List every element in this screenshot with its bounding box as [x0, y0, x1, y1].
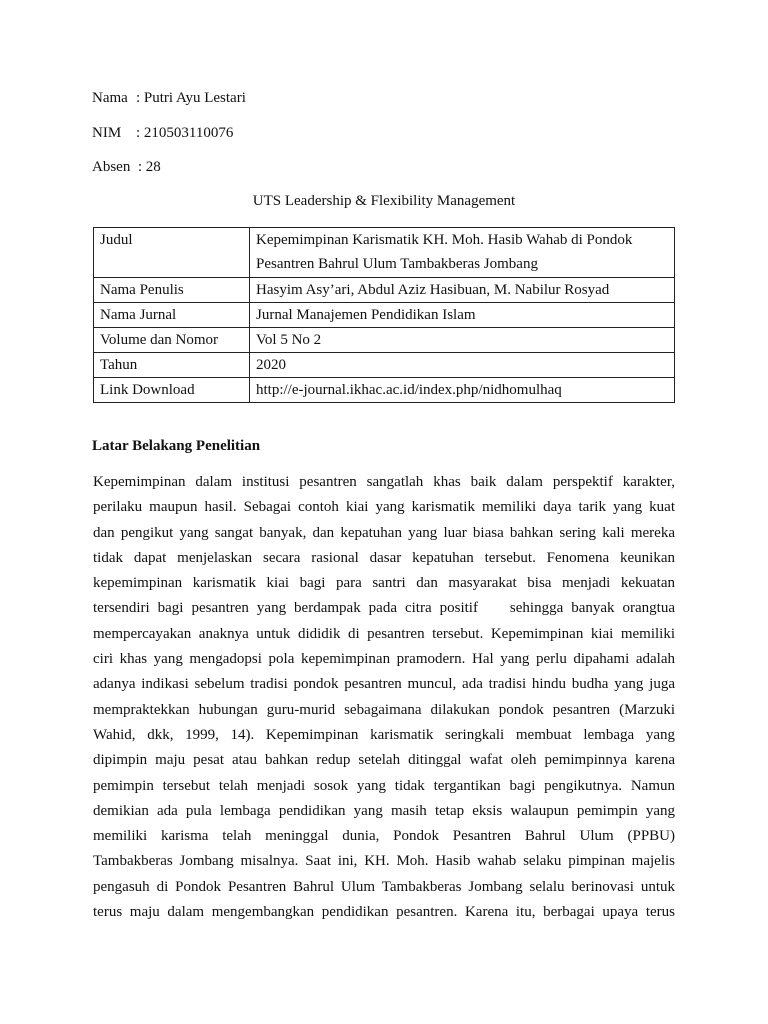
student-name-line [92, 88, 246, 108]
row-label-jurnal: Nama Jurnal [94, 303, 250, 328]
paragraph-line: pengasuh di Pondok Pesantren Bahrul Ulum Tambakberas Jombang selalu berinovasi untuk [93, 878, 675, 895]
student-name: Putri Ayu Lestari [143, 90, 246, 106]
paragraph-line: adanya indikasi sebelum tradisi pondok pesantren muncul, ada tradisi hindu budha yang juga [93, 676, 675, 693]
nim-separator: : [136, 125, 144, 141]
row-value-link: http://e-journal.ikhac.ac.id/index.php/nidhomulhaq [250, 378, 675, 403]
paragraph-line: perilaku maupun hasil. Sebagai contoh kiai yang karismatik memiliki daya tarik yang kuat [93, 499, 675, 516]
section-heading: Latar Belakang Penelitian [92, 438, 261, 454]
table-row [94, 328, 675, 353]
judul-line: Pesantren Bahrul Ulum Tambakberas Jombang [256, 256, 538, 272]
paragraph-line: mempraktekkan hubungan guru-murid sebagaimana dilakukan pondok pesantren (Marzuki [93, 701, 675, 718]
paragraph-line: pemimpin tersebut telah menjadi sosok yang tidak tergantikan bagi pengikutnya. Namun [93, 777, 675, 794]
paragraph-line: demikian ada pula lembaga pendidikan yang masih tetap eksis walaupun pemimpin yang [93, 802, 675, 819]
paragraph-line: memiliki karisma telah meninggal dunia, Pondok Pesantren Bahrul Ulum (PPBU) [93, 828, 675, 845]
table-row [94, 303, 675, 328]
name-label: Nama [92, 90, 128, 106]
row-label-volume: Volume dan Nomor [94, 328, 250, 353]
table-row [94, 228, 675, 278]
nim-label: NIM [92, 125, 122, 141]
table-row [94, 378, 675, 403]
paragraph-line: dipimpin maju pesat atau bahkan redup setelah ditinggal wafat oleh pemimpinnya karena [93, 752, 675, 769]
name-separator: : [136, 90, 144, 106]
row-value-volume: Vol 5 No 2 [250, 328, 675, 353]
student-nim: 210503110076 [143, 125, 234, 141]
student-absen-line [92, 157, 161, 177]
article-info-table [93, 227, 675, 403]
paragraph-line: kepemimpinan karismatik kiai bagi para santri dan masyarakat bisa menjadi kekuatan [93, 575, 675, 592]
row-value-jurnal: Jurnal Manajemen Pendidikan Islam [250, 303, 675, 328]
paragraph-line: ciri khas yang mengadopsi pola kepemimpinan pramodern. Hal yang perlu dipahami adalah [93, 651, 675, 668]
row-value-judul [250, 228, 675, 278]
paragraph-line: mempercayakan anaknya untuk dididik di pesantren tersebut. Kepemimpinan kiai memiliki [93, 625, 675, 642]
absen-label: Absen [92, 159, 131, 175]
paragraph-line: Wahid, dkk, 1999, 14). Kepemimpinan karismatik seringkali membuat lembaga yang [93, 726, 675, 743]
row-label-link: Link Download [94, 378, 250, 403]
paragraph-line: tersendiri bagi pesantren yang berdampak pada citra positif sehingga banyak orangtua [93, 600, 675, 617]
row-value-tahun: 2020 [250, 353, 675, 378]
table-row [94, 278, 675, 303]
row-label-judul: Judul [94, 228, 250, 278]
row-label-penulis: Nama Penulis [94, 278, 250, 303]
table-row [94, 353, 675, 378]
paragraph-line: terus maju dalam mengembangkan pendidikan pesantren. Karena itu, berbagai upaya terus [93, 904, 675, 921]
paragraph-line: dan pengikut yang sangat banyak, dan kepatuhan yang luar biasa bahkan sering kali mereka [93, 524, 675, 541]
row-label-tahun: Tahun [94, 353, 250, 378]
judul-line: Kepemimpinan Karismatik KH. Moh. Hasib Wahab di Pondok [256, 232, 633, 248]
paragraph-line: tidak dapat menjelaskan secara rasional dasar kepatuhan tersebut. Fenomena keunikan [93, 549, 675, 566]
body-paragraph [93, 470, 675, 925]
document-title: UTS Leadership & Flexibility Management [252, 193, 516, 209]
paragraph-line: Tambakberas Jombang misalnya. Saat ini, KH. Moh. Hasib wahab selaku pimpinan majelis [93, 853, 675, 870]
student-absen: 28 [145, 159, 161, 175]
student-nim-line [92, 123, 233, 143]
row-value-penulis: Hasyim Asy’ari, Abdul Aziz Hasibuan, M. Nabilur Rosyad [250, 278, 675, 303]
absen-separator: : [130, 159, 146, 175]
paragraph-line: Kepemimpinan dalam institusi pesantren sangatlah khas baik dalam perspektif karakter, [93, 474, 675, 490]
